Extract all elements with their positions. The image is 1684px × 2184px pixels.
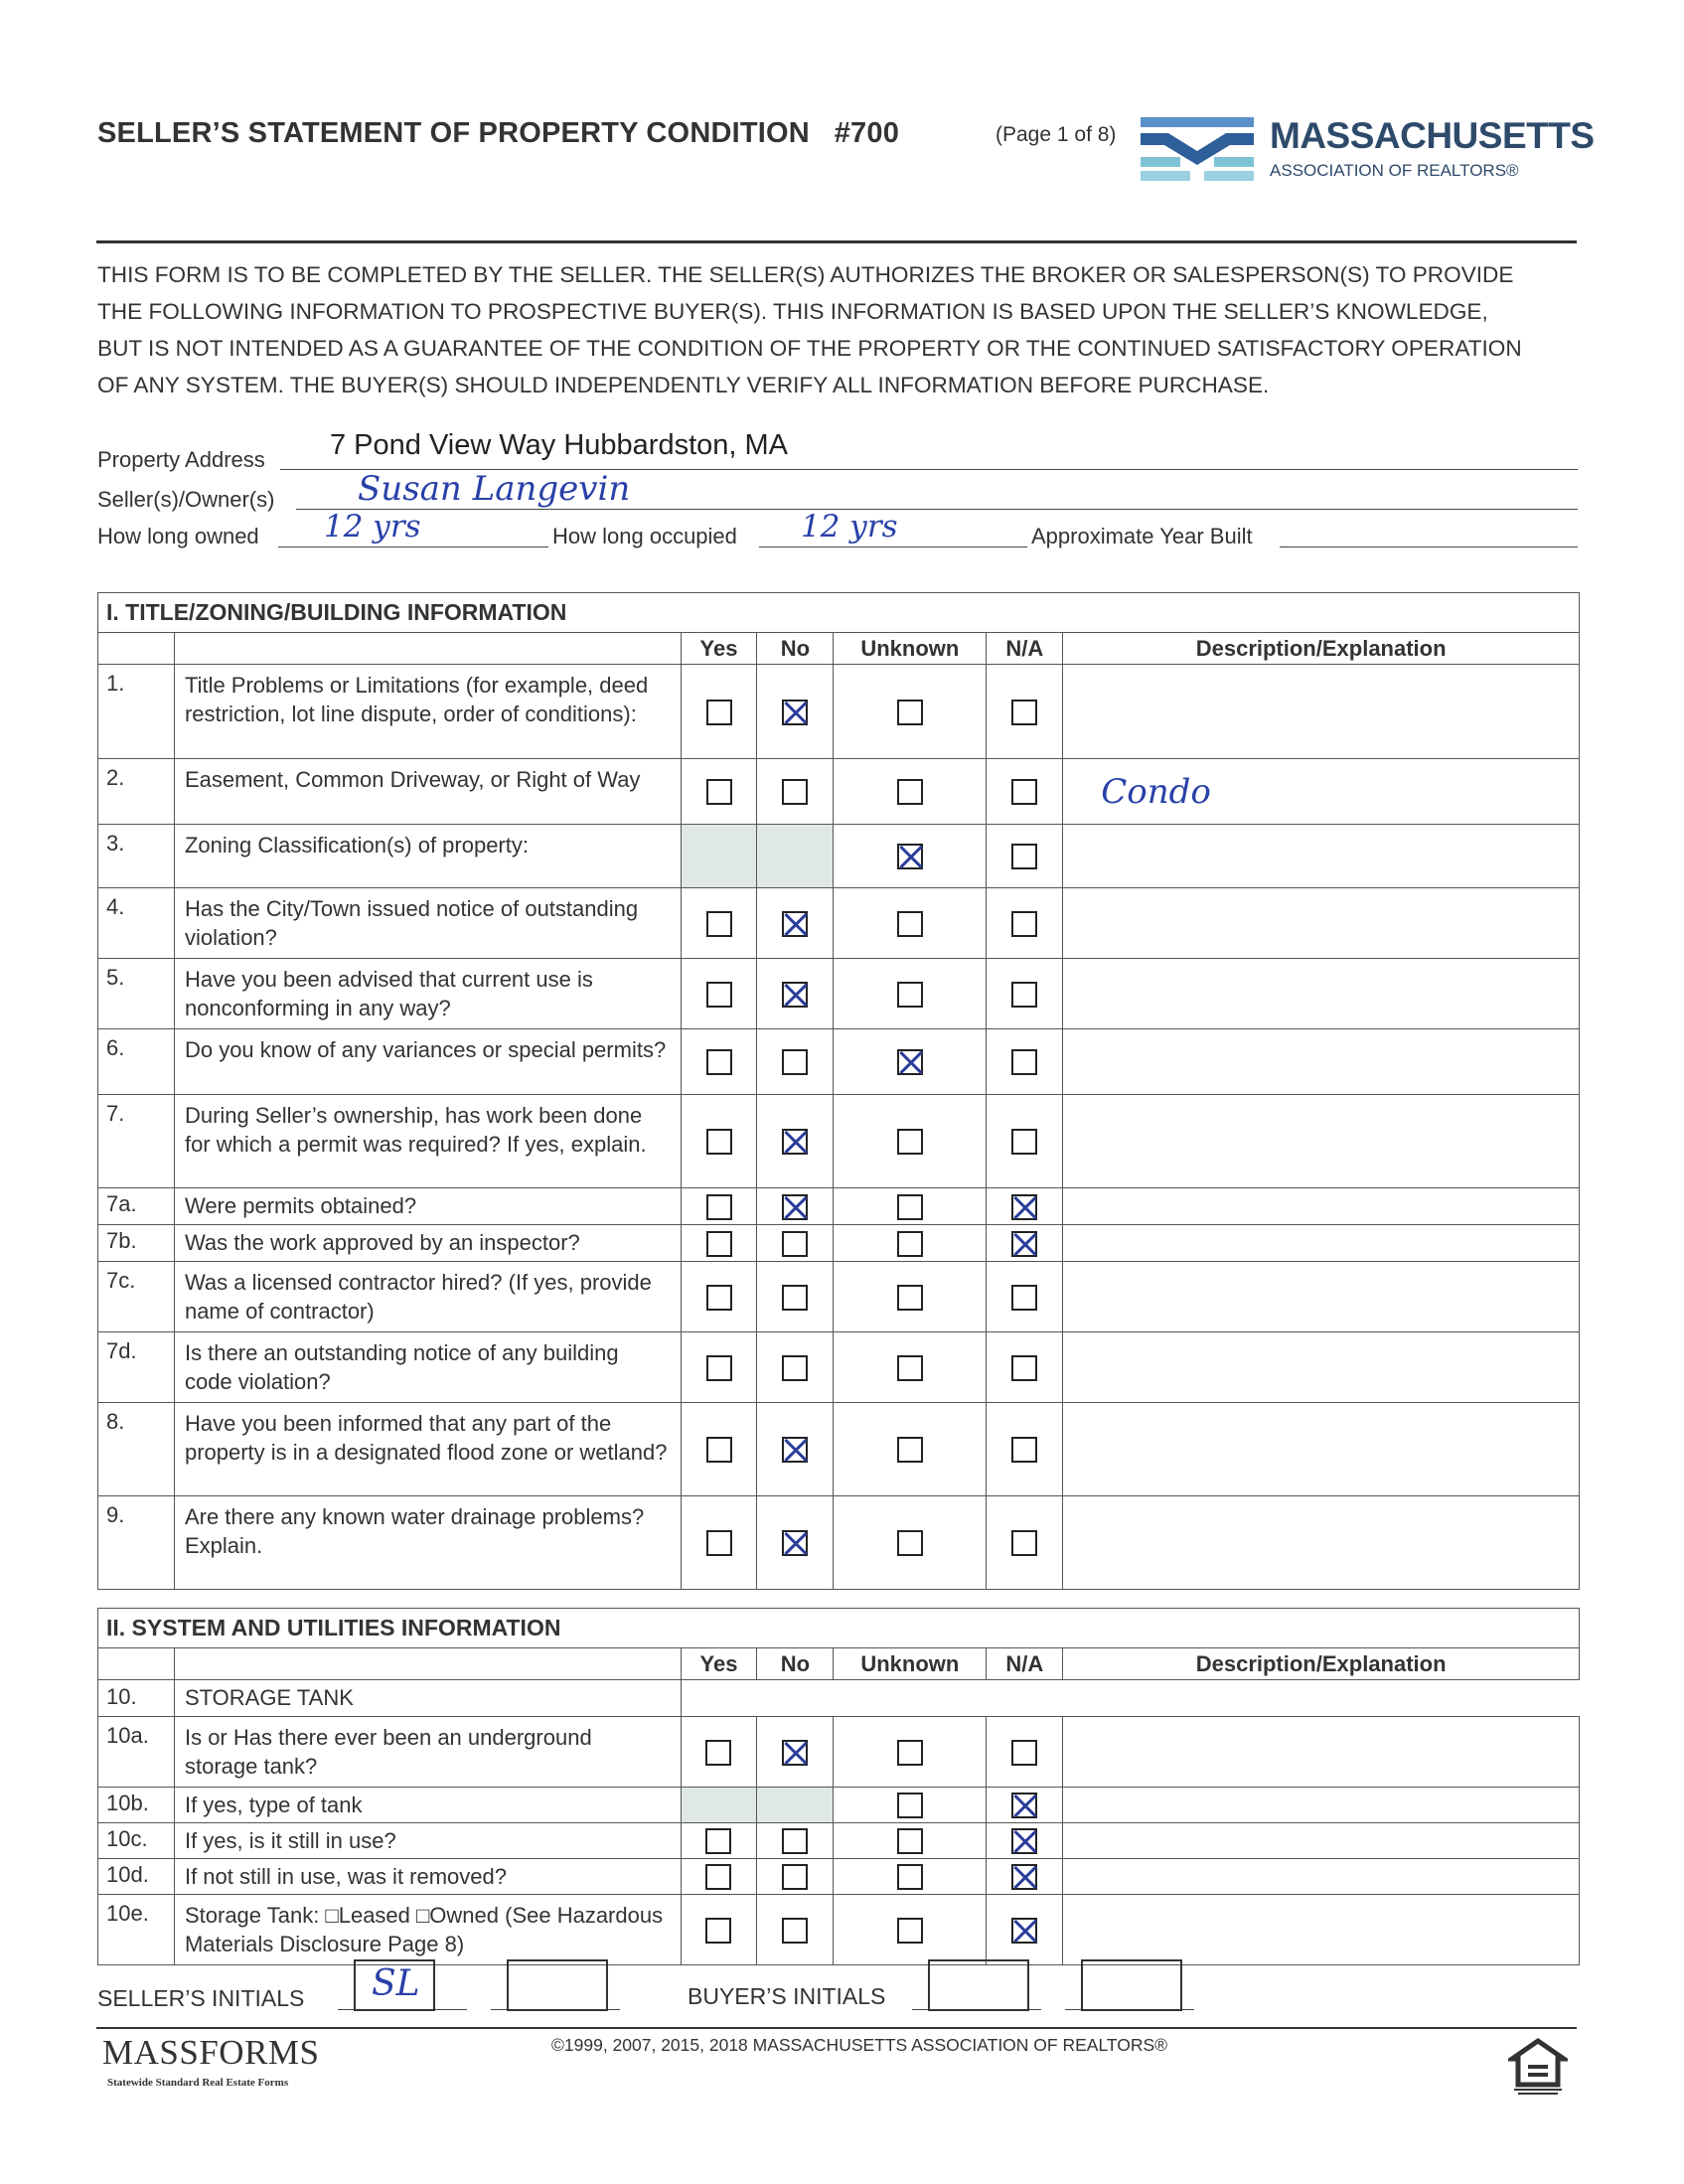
na-checkbox[interactable] [1011,1740,1037,1766]
col-na: N/A [987,633,1063,665]
row-number: 2. [98,759,175,825]
yes-checkbox[interactable] [706,982,732,1008]
description-cell[interactable] [1063,825,1580,888]
col-unknown: Unknown [834,633,987,665]
no-checkbox[interactable] [782,1285,808,1311]
row-question: Is or Has there ever been an underground storage tank? [174,1717,681,1788]
description-cell[interactable] [1063,1496,1580,1590]
na-checkbox[interactable] [1011,1049,1037,1075]
seller-initials-box-1[interactable] [354,1959,435,2011]
description-cell[interactable] [1063,1332,1580,1403]
unknown-checkbox[interactable] [897,1049,923,1075]
description-cell[interactable] [1063,1188,1580,1225]
row-question: Title Problems or Limitations (for example, deed restriction, lot line dispute, order of conditions): [174,665,681,759]
row-question: Easement, Common Driveway, or Right of Way [174,759,681,825]
no-checkbox[interactable] [782,1828,808,1854]
description-cell[interactable] [1063,1225,1580,1262]
intro-line: THIS FORM IS TO BE COMPLETED BY THE SELLER. THE SELLER(S) AUTHORIZES THE BROKER OR SALESPERSON(S) TO PROVIDE [97,262,1514,287]
how-long-occupied-field[interactable] [759,509,1027,547]
table-row [98,1332,1580,1403]
buyer-initials-box-2[interactable] [1081,1959,1182,2011]
row-question: Was the work approved by an inspector? [174,1225,681,1262]
col-yes: Yes [681,1648,757,1680]
section2-title: II. SYSTEM AND UTILITIES INFORMATION [98,1609,1580,1648]
copyright: ©1999, 2007, 2015, 2018 MASSACHUSETTS ASSOCIATION OF REALTORS® [551,2035,1168,2055]
property-address-value: 7 Pond View Way Hubbardston, MA [330,429,789,461]
col-unknown: Unknown [834,1648,987,1680]
unknown-checkbox[interactable] [897,1864,923,1890]
na-checkbox[interactable] [1011,1355,1037,1381]
row-question: Do you know of any variances or special permits? [174,1029,681,1095]
row-number: 7. [98,1095,175,1188]
yes-checkbox[interactable] [705,1918,731,1944]
intro-line: BUT IS NOT INTENDED AS A GUARANTEE OF THE CONDITION OF THE PROPERTY OR THE CONTINUED SATISFACTORY OPERATION [97,336,1522,361]
row-question: If not still in use, was it removed? [174,1859,681,1895]
year-built-field[interactable] [1280,513,1578,547]
na-checkbox[interactable] [1011,1793,1037,1818]
description-cell[interactable] [1063,1717,1580,1788]
row-number: 10a. [98,1717,175,1788]
section2-table [97,1608,1580,1965]
row-number: 7d. [98,1332,175,1403]
unknown-checkbox[interactable] [897,982,923,1008]
description-cell[interactable] [1063,1788,1580,1823]
row-number: 5. [98,959,175,1029]
no-checkbox[interactable] [782,1864,808,1890]
table-row [98,888,1580,959]
no-checkbox[interactable] [782,1049,808,1075]
no-checkbox[interactable] [782,700,808,725]
no-checkbox[interactable] [782,1355,808,1381]
no-checkbox[interactable] [782,911,808,937]
na-checkbox[interactable] [1011,1129,1037,1155]
description-cell[interactable] [1063,1859,1580,1895]
form-number: #700 [834,117,900,149]
unknown-checkbox[interactable] [897,700,923,725]
row-number: 7c. [98,1262,175,1332]
no-checkbox[interactable] [782,1918,808,1944]
description-cell[interactable] [1063,1095,1580,1188]
na-checkbox[interactable] [1011,844,1037,869]
row-question: Were permits obtained? [174,1188,681,1225]
no-checkbox[interactable] [782,1530,808,1556]
massforms-tagline: Statewide Standard Real Estate Forms [107,2077,289,2089]
intro-paragraph [97,256,1588,403]
table-row [98,1262,1580,1332]
unknown-checkbox[interactable] [897,1530,923,1556]
row-number: 10e. [98,1895,175,1965]
na-checkbox[interactable] [1011,1194,1037,1220]
yes-checkbox[interactable] [706,1285,732,1311]
row-question: During Seller’s ownership, has work been done for which a permit was required? If yes, explain. [174,1095,681,1188]
yes-checkbox[interactable] [706,1129,732,1155]
table-row [98,665,1580,759]
logo-wordmark: MASSACHUSETTS [1270,115,1595,156]
na-checkbox[interactable] [1011,1918,1037,1944]
table-row [98,1403,1580,1496]
no-checkbox[interactable] [782,982,808,1008]
table-row [98,1680,1580,1717]
page-indicator: (Page 1 of 8) [995,123,1117,146]
buyer-initials-label: BUYER’S INITIALS [688,1983,886,2009]
no-checkbox[interactable] [782,1129,808,1155]
seller-initials-label: SELLER’S INITIALS [97,1985,305,2011]
yes-checkbox[interactable] [706,1231,732,1257]
unknown-checkbox[interactable] [897,1231,923,1257]
header-divider [96,240,1577,243]
yes-checkbox[interactable] [706,779,732,805]
row-number: 10. [98,1680,175,1717]
unknown-checkbox[interactable] [897,1740,923,1766]
table-row [98,1717,1580,1788]
description-cell[interactable] [1063,1403,1580,1496]
unknown-checkbox[interactable] [897,1355,923,1381]
row-question: If yes, type of tank [174,1788,681,1823]
property-address-label: Property Address [97,447,265,472]
row-number: 7b. [98,1225,175,1262]
table-row [98,1188,1580,1225]
property-address-field[interactable] [280,429,1578,470]
description-cell[interactable] [1063,1895,1580,1965]
table-row [98,1788,1580,1823]
row-question: If yes, is it still in use? [174,1823,681,1859]
row-question: Storage Tank: □Leased □Owned (See Hazardous Materials Disclosure Page 8) [174,1895,681,1965]
footer-divider [96,2027,1577,2029]
no-checkbox[interactable] [782,779,808,805]
col-no: No [757,1648,834,1680]
equal-housing-icon [1508,2037,1568,2097]
col-na: N/A [987,1648,1063,1680]
row-question: Has the City/Town issued notice of outstanding violation? [174,888,681,959]
how-long-owned-field[interactable] [278,509,548,547]
na-checkbox[interactable] [1011,1285,1037,1311]
description-cell[interactable] [1063,1029,1580,1095]
description-cell[interactable] [1063,888,1580,959]
table-row [98,1823,1580,1859]
form-title: SELLER’S STATEMENT OF PROPERTY CONDITION #700 [97,117,900,149]
row-question: Have you been advised that current use is nonconforming in any way? [174,959,681,1029]
row-number: 9. [98,1496,175,1590]
intro-line: OF ANY SYSTEM. THE BUYER(S) SHOULD INDEPENDENTLY VERIFY ALL INFORMATION BEFORE PURCHASE. [97,373,1270,397]
table-row [98,1496,1580,1590]
row-number: 10c. [98,1823,175,1859]
description-cell[interactable] [1063,959,1580,1029]
table-row [98,1895,1580,1965]
na-checkbox[interactable] [1011,1437,1037,1463]
massforms-logo: MASSFORMS [102,2033,320,2072]
row-question: STORAGE TANK [174,1680,681,1717]
how-long-occupied-label: How long occupied [552,524,737,548]
description-cell[interactable] [1063,1823,1580,1859]
no-checkbox[interactable] [782,1437,808,1463]
description-cell[interactable] [1063,1262,1580,1332]
unknown-checkbox[interactable] [897,911,923,937]
how-long-owned-label: How long owned [97,524,259,548]
col-description: Description/Explanation [1063,633,1580,665]
row-number: 6. [98,1029,175,1095]
section1-table [97,592,1580,1590]
yes-checkbox[interactable] [706,700,732,725]
row-number: 10d. [98,1859,175,1895]
description-cell[interactable] [1063,665,1580,759]
how-long-owned-value: 12 yrs [324,509,421,545]
year-built-label: Approximate Year Built [1031,524,1253,548]
na-checkbox[interactable] [1011,700,1037,725]
row-question: Are there any known water drainage problems? Explain. [174,1496,681,1590]
no-checkbox[interactable] [782,1231,808,1257]
col-description: Description/Explanation [1063,1648,1580,1680]
row-number: 7a. [98,1188,175,1225]
table-row [98,1859,1580,1895]
logo-subtitle: ASSOCIATION OF REALTORS® [1270,161,1519,180]
seller-owner-field[interactable] [296,469,1578,510]
na-checkbox[interactable] [1011,779,1037,805]
yes-checkbox[interactable] [705,1864,731,1890]
yes-checkbox[interactable] [706,1530,732,1556]
seller-initials-box-2[interactable] [507,1959,608,2011]
unknown-checkbox[interactable] [897,1129,923,1155]
unknown-checkbox[interactable] [897,1437,923,1463]
mar-logo-icon [1141,111,1254,183]
row-number: 8. [98,1403,175,1496]
row-question: Was a licensed contractor hired? (If yes, provide name of contractor) [174,1262,681,1332]
table-row [98,1029,1580,1095]
unknown-checkbox[interactable] [897,779,923,805]
section1-title: I. TITLE/ZONING/BUILDING INFORMATION [98,593,1580,633]
intro-line: THE FOLLOWING INFORMATION TO PROSPECTIVE BUYER(S). THIS INFORMATION IS BASED UPON THE SELLER’S KNOWLEDGE, [97,299,1488,324]
storage-tank-blank [681,1680,1579,1717]
row-question: Is there an outstanding notice of any building code violation? [174,1332,681,1403]
row-question: Zoning Classification(s) of property: [174,825,681,888]
yes-checkbox[interactable] [705,1740,731,1766]
seller-initials-value: SL [372,1963,420,2004]
table-row [98,1225,1580,1262]
na-checkbox[interactable] [1011,1864,1037,1890]
row-number: 4. [98,888,175,959]
unknown-checkbox[interactable] [897,844,923,869]
col-no: No [757,633,834,665]
yes-checkbox[interactable] [706,1049,732,1075]
na-checkbox[interactable] [1011,982,1037,1008]
table-row [98,1095,1580,1188]
yes-checkbox[interactable] [706,1437,732,1463]
seller-owner-label: Seller(s)/Owner(s) [97,487,275,512]
unknown-checkbox[interactable] [897,1285,923,1311]
seller-owner-value: Susan Langevin [358,469,631,509]
table-row [98,759,1580,825]
row-question: Have you been informed that any part of the property is in a designated flood zone or wetland? [174,1403,681,1496]
description-cell[interactable]: Condo [1063,759,1580,825]
buyer-initials-box-1[interactable] [928,1959,1029,2011]
na-checkbox[interactable] [1011,1828,1037,1854]
unknown-checkbox[interactable] [897,1828,923,1854]
row-number: 3. [98,825,175,888]
unknown-checkbox[interactable] [897,1793,923,1818]
na-checkbox[interactable] [1011,1530,1037,1556]
yes-checkbox[interactable] [706,1355,732,1381]
unknown-checkbox[interactable] [897,1918,923,1944]
na-checkbox[interactable] [1011,1231,1037,1257]
how-long-occupied-value: 12 yrs [801,509,898,545]
yes-checkbox[interactable] [706,911,732,937]
row-number: 10b. [98,1788,175,1823]
row-number: 1. [98,665,175,759]
yes-checkbox[interactable] [705,1828,731,1854]
unknown-checkbox[interactable] [897,1194,923,1220]
table-row [98,959,1580,1029]
na-checkbox[interactable] [1011,911,1037,937]
table-row [98,825,1580,888]
no-checkbox[interactable] [782,1740,808,1766]
yes-checkbox[interactable] [706,1194,732,1220]
no-checkbox[interactable] [782,1194,808,1220]
col-yes: Yes [681,633,757,665]
